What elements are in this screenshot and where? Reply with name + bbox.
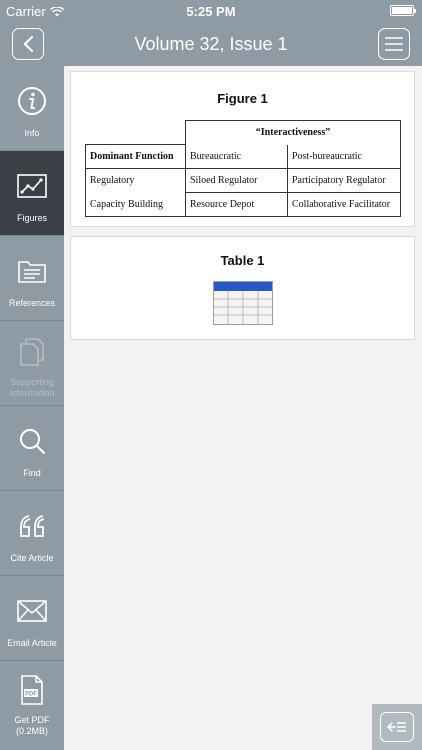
table-cell: Resource Depot: [186, 193, 288, 217]
page-title: Volume 32, Issue 1: [134, 34, 288, 54]
chevron-left-icon: [21, 35, 35, 53]
sidebar-item-label: Find: [23, 468, 41, 478]
arrow-left-list-icon: [386, 720, 408, 734]
sidebar-item-email-article[interactable]: [0, 576, 64, 661]
collapse-panel-button[interactable]: [372, 704, 422, 750]
sidebar-item-label: Supporting Information: [9, 377, 55, 398]
sidebar-item-figures[interactable]: [0, 151, 64, 236]
col-header: “Interactiveness”: [186, 121, 401, 145]
info-icon: [17, 86, 47, 116]
figure-card[interactable]: [70, 71, 415, 227]
figures-icon: [17, 174, 47, 198]
row-header: Dominant Function: [86, 145, 186, 169]
sidebar-item-label: Get PDF (0.2MB): [14, 715, 50, 736]
sidebar-item-label: Info: [24, 128, 40, 138]
back-button[interactable]: [12, 28, 44, 60]
sidebar-item-label: Figures: [16, 213, 47, 223]
column-label: Bureaucratic: [186, 145, 288, 169]
svg-text:PDF: PDF: [25, 691, 37, 698]
figures-panel: [64, 66, 422, 750]
hamburger-icon: [384, 36, 404, 52]
sidebar-item-references[interactable]: [0, 236, 64, 321]
references-icon: [17, 258, 47, 284]
figure-title: Figure 1: [217, 91, 268, 106]
table-cell: Participatory Regulator: [288, 169, 401, 193]
column-label: Post-bureaucratic: [288, 145, 401, 169]
sidebar-item-label: Cite Article: [10, 553, 54, 563]
envelope-icon: [17, 600, 47, 622]
battery-icon: [390, 5, 414, 16]
search-icon: [18, 427, 46, 455]
table-card[interactable]: [70, 236, 415, 340]
row-label: Capacity Building: [86, 193, 186, 217]
sidebar-item-find[interactable]: [0, 406, 64, 491]
status-bar: [0, 0, 422, 22]
carrier-label: Carrier: [6, 4, 46, 19]
pdf-icon: [20, 675, 44, 705]
row-label: Regulatory: [86, 169, 186, 193]
table-cell: Siloed Regulator: [186, 169, 288, 193]
status-time: 5:25 PM: [186, 4, 236, 19]
nav-bar: [0, 22, 422, 66]
quote-icon: [18, 513, 46, 539]
sidebar: [0, 66, 64, 750]
sidebar-item-info[interactable]: [0, 66, 64, 151]
sidebar-item-cite-article[interactable]: [0, 491, 64, 576]
table-cell: Collaborative Facilitator: [288, 193, 401, 217]
sidebar-item-label: References: [8, 298, 56, 308]
menu-button[interactable]: [378, 28, 410, 60]
sidebar-item-supporting-information[interactable]: [0, 321, 64, 406]
figure-1-table: [85, 120, 401, 217]
sidebar-item-label: Email Article: [7, 638, 57, 648]
supporting-info-icon: [19, 338, 45, 366]
sidebar-item-get-pdf[interactable]: [0, 661, 64, 750]
table-title: Table 1: [220, 253, 265, 268]
table-icon[interactable]: [213, 281, 273, 325]
